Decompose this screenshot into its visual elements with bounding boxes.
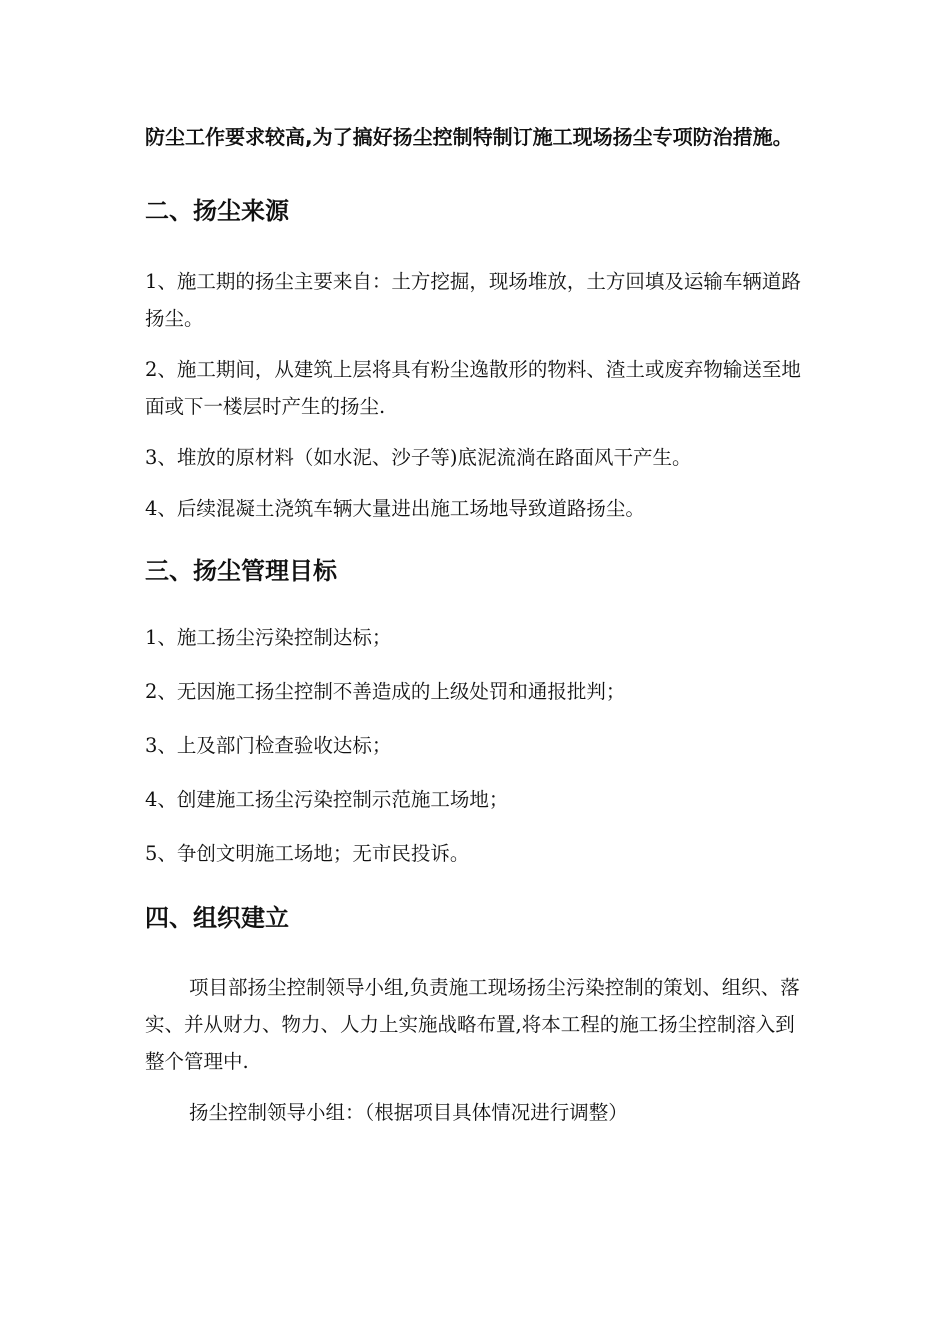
goals-item-4: 4、创建施工扬尘污染控制示范施工场地；	[145, 788, 509, 811]
sources-item-1: 1、施工期的扬尘主要来自：土方挖掘，现场堆放，土方回填及运输车辆道路扬尘。	[145, 270, 801, 330]
sources-item-3: 3、堆放的原材料（如水泥、沙子等)底泥流淌在路面风干产生。	[145, 446, 692, 469]
organization-paragraph: 项目部扬尘控制领导小组,负责施工现场扬尘污染控制的策划、组织、落实、并从财力、物力、人力上实施战略布置,将本工程的施工扬尘控制溶入到整个管理中.	[145, 976, 800, 1073]
document-page	[145, 118, 810, 1131]
sources-item-4: 4、后续混凝土浇筑车辆大量进出施工场地导致道路扬尘。	[145, 497, 645, 520]
goals-item-1: 1、施工扬尘污染控制达标；	[145, 626, 392, 649]
goals-item-3: 3、上及部门检查验收达标；	[145, 734, 392, 757]
section-heading-goals: 三、扬尘管理目标	[145, 557, 337, 585]
section-heading-sources: 二、扬尘来源	[145, 197, 289, 225]
sources-item-2: 2、施工期间，从建筑上层将具有粉尘逸散形的物料、渣土或废弃物输送至地面或下一楼层时产生的扬尘.	[145, 358, 801, 418]
section-heading-organization: 四、组织建立	[145, 904, 289, 932]
leadership-group-line: 扬尘控制领导小组：（根据项目具体情况进行调整）	[189, 1101, 628, 1124]
intro-paragraph: 防尘工作要求较高,为了搞好扬尘控制特制订施工现场扬尘专项防治措施。	[145, 125, 793, 149]
goals-item-5: 5、争创文明施工场地；无市民投诉。	[145, 842, 470, 865]
goals-item-2: 2、无因施工扬尘控制不善造成的上级处罚和通报批判；	[145, 680, 626, 703]
